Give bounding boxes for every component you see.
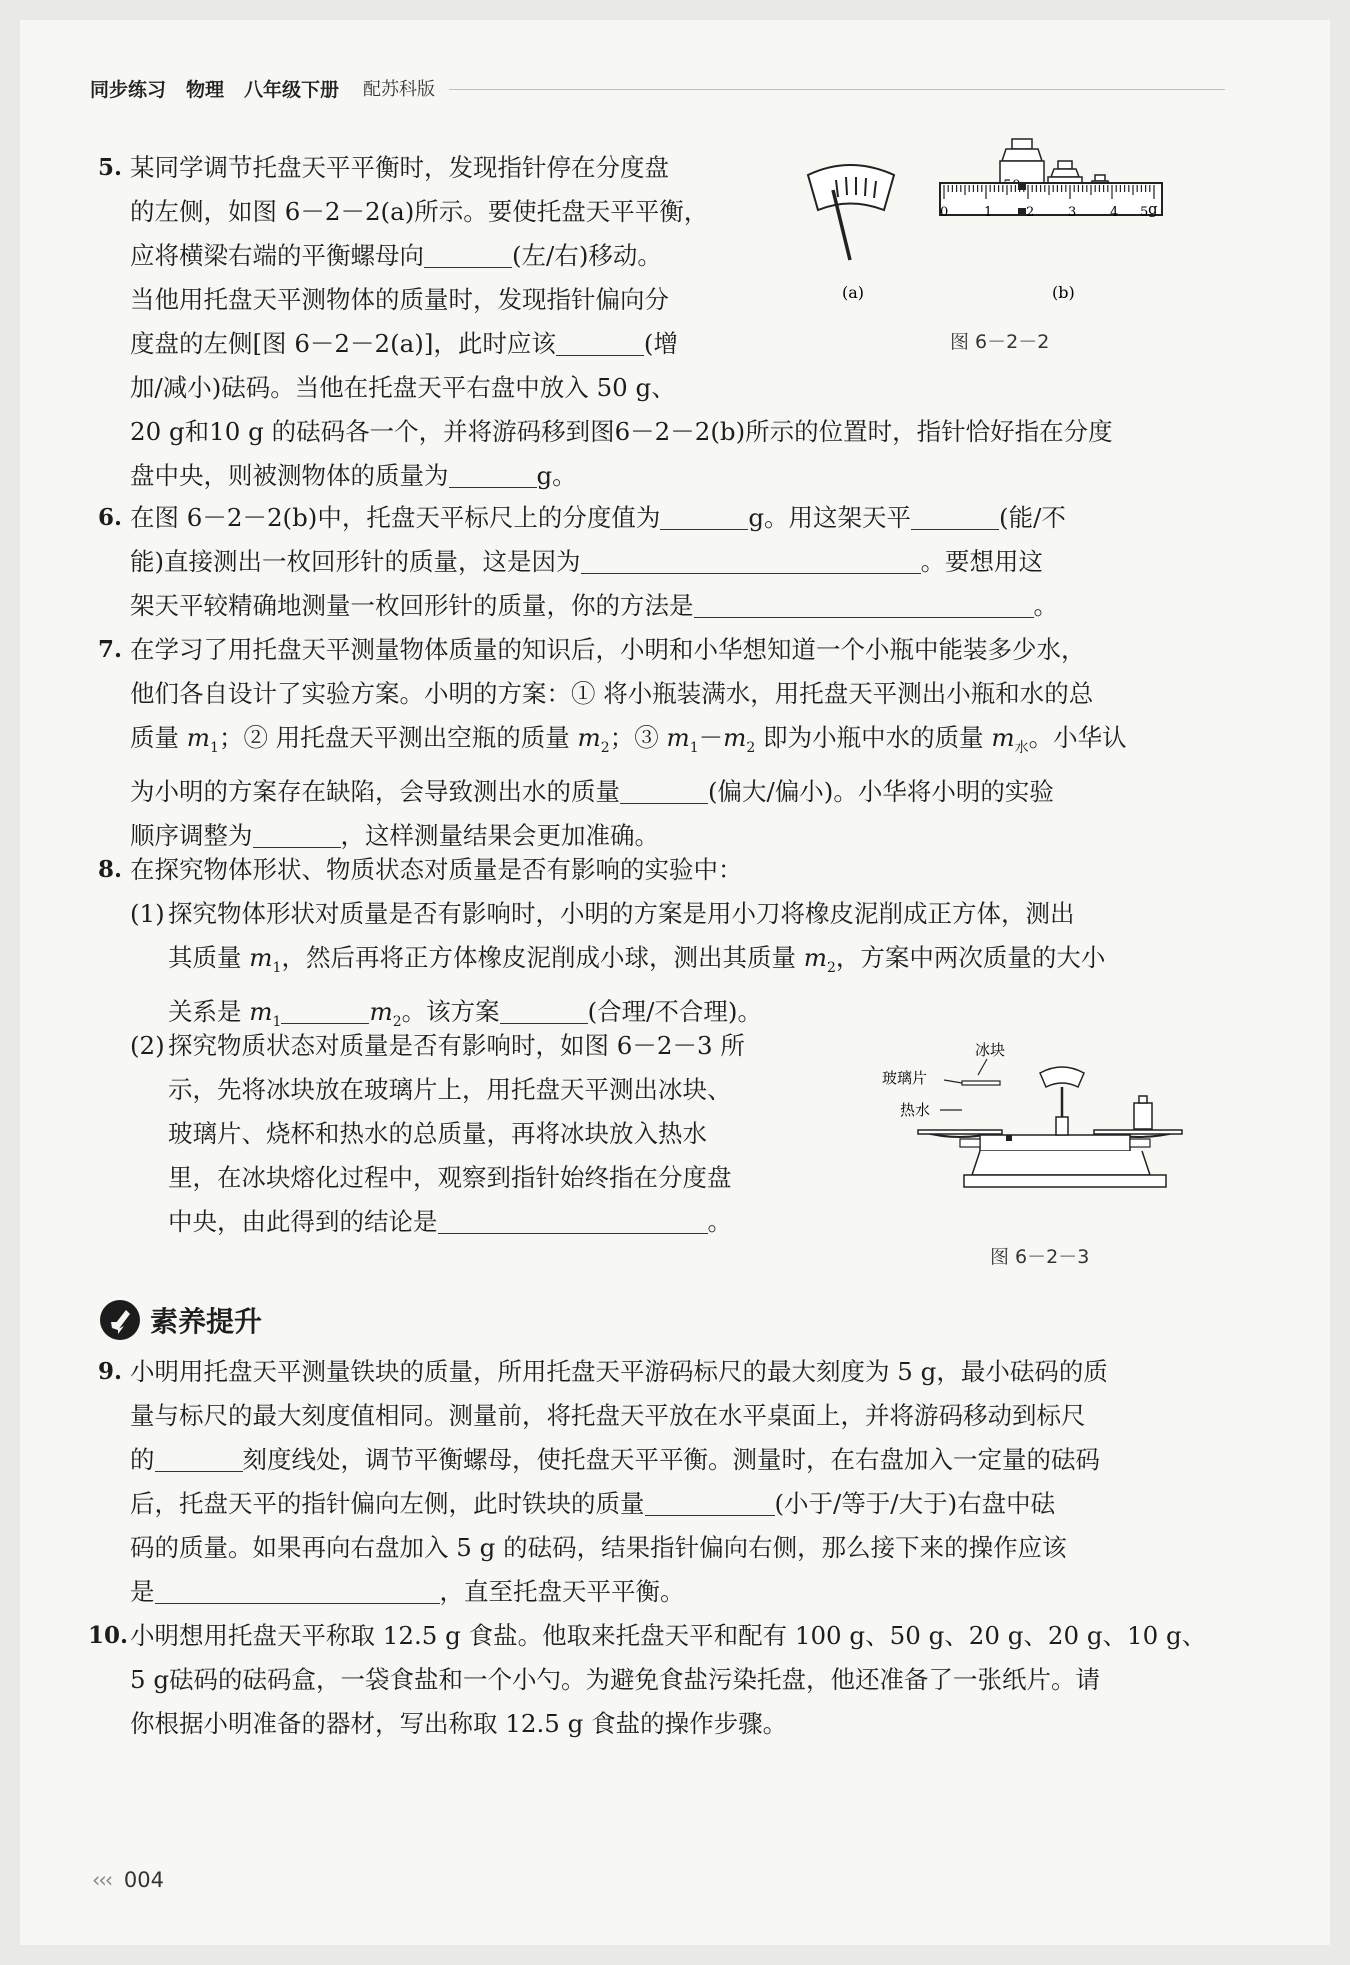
header-rule	[449, 89, 1225, 90]
q5-line	[130, 454, 1230, 498]
q10-number: 10.	[88, 1622, 129, 1649]
ruler-tick-label: 5	[1140, 205, 1149, 220]
ruler-tick-label: 2	[1026, 205, 1035, 220]
q8-part2-label: (2)	[130, 1031, 165, 1060]
subscript: 1	[689, 739, 699, 756]
rocket-icon	[100, 1300, 140, 1340]
q10-line: 小明想用托盘天平称取 12.5 g 食盐。他取来托盘天平和配有 100 g、50 g、20 g、20 g、10 g、	[130, 1621, 1207, 1650]
q5-text: (增	[643, 329, 678, 358]
q6-text: 架天平较精确地测量一枚回形针的质量，你的方法是	[130, 591, 694, 620]
q8-line: 里，在冰块熔化过程中，观察到指针始终指在分度盘	[168, 1163, 732, 1192]
answer-blank	[449, 459, 537, 488]
q9-line	[130, 1570, 1230, 1614]
label-ice: 冰块	[975, 1041, 1006, 1059]
balance-illustration	[918, 1067, 1182, 1187]
q10-line: 你根据小明准备的器材，写出称取 12.5 g 食盐的操作步骤。	[130, 1709, 788, 1738]
q6-text: 。	[1033, 591, 1058, 620]
rider-marker	[1018, 182, 1026, 190]
q7-text: 顺序调整为	[130, 820, 253, 850]
ruler-tick-label: 3	[1068, 205, 1077, 220]
rider-marker	[1018, 208, 1026, 216]
q7-text: ；② 用托盘天平测出空瓶的质量	[218, 723, 570, 752]
q7-line: 他们各自设计了实验方案。小明的方案：① 将小瓶装满水，用托盘天平测出小瓶和水的总	[130, 679, 1094, 708]
figure-b-label: (b)	[1052, 283, 1075, 302]
q7-text: ；③	[609, 723, 659, 752]
subscript: 2	[826, 959, 836, 976]
answer-blank	[660, 501, 748, 530]
answer-blank	[155, 1443, 243, 1472]
q9-text: ，直至托盘天平平衡。	[439, 1577, 685, 1606]
page-number: 004	[123, 1868, 164, 1892]
subscript: 2	[392, 1013, 402, 1030]
q9-line: 码的质量。如果再向右盘加入 5 g 的砝码，结果指针偏向右侧，那么接下来的操作应该	[130, 1533, 1067, 1562]
subscript: 2	[746, 739, 756, 756]
q5-text: 度盘的左侧[图 6－2－2(a)]，此时应该	[130, 329, 556, 358]
var-m1: m	[249, 996, 273, 1026]
q6-line	[130, 540, 1230, 584]
edition: 配苏科版	[363, 79, 436, 100]
q7-text: －	[698, 723, 724, 752]
q7-text: 质量	[130, 723, 179, 752]
q8-line: 玻璃片、烧杯和热水的总质量，再将冰块放入热水	[168, 1119, 707, 1148]
q7-line	[130, 770, 1230, 814]
answer-blank	[155, 1575, 440, 1604]
q8-text: 关系是	[168, 996, 242, 1026]
figure-6-2-3	[880, 1035, 1230, 1225]
q5-line	[130, 322, 780, 366]
q8-part1-label: (1)	[130, 899, 165, 928]
figure-6-2-2	[790, 135, 1230, 355]
q5-line: 当他用托盘天平测物体的质量时，发现指针偏向分	[130, 285, 669, 314]
chevrons-left-icon: ‹‹‹	[92, 1868, 112, 1892]
q8-part1-text	[168, 892, 1230, 1044]
q5-line: 20 g和10 g 的砝码各一个，并将游码移到图6－2－2(b)所示的位置时，指针恰好指在分度	[130, 417, 1113, 446]
q9-line: 小明用托盘天平测量铁块的质量，所用托盘天平游码标尺的最大刻度为 5 g，最小砝码的质	[130, 1357, 1108, 1386]
ruler-tick-label: 1	[984, 205, 993, 220]
q9-text: 的	[130, 1445, 155, 1474]
q5-line: 某同学调节托盘天平平衡时，发现指针停在分度盘	[130, 153, 669, 182]
label-hot-water: 热水	[900, 1101, 931, 1119]
answer-blank	[438, 1205, 708, 1234]
q9-line: 量与标尺的最大刻度值相同。测量前，将托盘天平放在水平桌面上，并将游码移动到标尺	[130, 1401, 1086, 1430]
q8-text: 。该方案	[401, 996, 500, 1026]
answer-blank	[645, 1487, 775, 1516]
q5-text: (左/右)移动。	[512, 241, 662, 270]
book-title: 同步练习	[90, 78, 167, 101]
var-m2: m	[577, 723, 601, 752]
section-title: 素养提升	[150, 1305, 263, 1338]
grade: 八年级下册	[244, 78, 340, 101]
q8-intro: 在探究物体形状、物质状态对质量是否有影响的实验中：	[130, 855, 743, 884]
q8-text: ，然后再将正方体橡皮泥削成小球，测出其质量	[281, 943, 796, 972]
answer-blank	[556, 327, 644, 356]
q6-text: 在图 6－2－2(b)中，托盘天平标尺上的分度值为	[130, 503, 661, 532]
var-m1: m	[249, 943, 273, 972]
var-m1: m	[186, 723, 211, 752]
figure-caption: 图 6－2－3	[990, 1246, 1090, 1268]
q7-number: 7.	[98, 636, 123, 663]
q7-text: 即为小瓶中水的质量	[763, 723, 984, 752]
q5-line	[130, 234, 780, 278]
subscript: 1	[272, 1013, 282, 1030]
q5-line: 的左侧，如图 6－2－2(a)所示。要使托盘天平平衡，	[130, 197, 709, 226]
glass-plate	[962, 1081, 1000, 1085]
q9-text: 刻度线处，调节平衡螺母，使托盘天平平衡。测量时，在右盘加入一定量的砝码	[242, 1445, 1100, 1474]
answer-blank	[911, 501, 999, 530]
q9-text: (小于/等于/大于)右盘中砝	[774, 1489, 1056, 1518]
q8-text: ，方案中两次质量的大小	[835, 943, 1106, 972]
q5-text-lower	[130, 410, 1230, 498]
page-header	[90, 68, 1225, 108]
page-footer	[92, 1868, 164, 1892]
q7-text	[130, 628, 1230, 858]
var-m2: m	[369, 996, 393, 1026]
q9-number: 9.	[98, 1358, 123, 1385]
label-glass: 玻璃片	[882, 1069, 928, 1087]
q6-number: 6.	[98, 504, 123, 531]
q8-text: 其质量	[168, 943, 242, 972]
q6-text: 能)直接测出一枚回形针的质量，这是因为	[130, 547, 581, 576]
answer-blank	[694, 589, 1034, 618]
ruler-illustration	[940, 183, 1162, 215]
ruler-tick-label: 0	[940, 205, 949, 220]
answer-blank	[620, 775, 708, 804]
q9-text: 后，托盘天平的指针偏向左侧，此时铁块的质量	[130, 1489, 645, 1518]
q7-text: 为小明的方案存在缺陷，会导致测出水的质量	[130, 776, 620, 806]
subscript: 1	[210, 739, 219, 756]
q7-text: 。小华认	[1028, 723, 1127, 752]
subscript: 2	[600, 739, 610, 756]
q5-text-upper	[130, 146, 780, 410]
q8-number: 8.	[98, 856, 123, 883]
section-heading	[100, 1300, 262, 1340]
q6-text: (能/不	[999, 503, 1066, 532]
var-m1: m	[666, 723, 690, 752]
q7-line	[130, 716, 1230, 770]
ruler-unit: g	[1148, 200, 1158, 218]
q6-text: 。要想用这	[920, 547, 1044, 576]
q8-line: 探究物体形状对质量是否有影响时，小明的方案是用小刀将橡皮泥削成正方体，测出	[168, 899, 1075, 928]
q5-line: 加/减小)砝码。当他在托盘天平右盘中放入 50 g、	[130, 373, 676, 402]
q7-line: 在学习了用托盘天平测量物体质量的知识后，小明和小华想知道一个小瓶中能装多少水，	[130, 635, 1086, 664]
balance-dial-illustration	[808, 165, 894, 260]
answer-blank	[500, 995, 588, 1024]
q8-line	[168, 1200, 783, 1244]
q8-line	[168, 936, 1230, 990]
q9-text: 是	[130, 1577, 155, 1606]
var-m2: m	[723, 723, 747, 752]
q5-text: 应将横梁右端的平衡螺母向	[130, 241, 424, 270]
figure-caption: 图 6－2－2	[950, 331, 1050, 353]
q8-line: 示，先将冰块放在玻璃片上，用托盘天平测出冰块、	[168, 1075, 732, 1104]
q6-text	[130, 496, 1230, 628]
q8-line: 探究物质状态对质量是否有影响时，如图 6－2－3 所	[168, 1031, 745, 1060]
subscript: 水	[1014, 739, 1029, 756]
ruler-tick-label: 4	[1110, 205, 1119, 220]
q6-line	[130, 584, 1230, 628]
var-mwater: m	[991, 723, 1015, 752]
subscript: 1	[272, 959, 282, 976]
q5-number: 5.	[98, 154, 123, 181]
q5-text: 盘中央，则被测物体的质量为	[130, 461, 449, 490]
answer-blank	[424, 239, 512, 268]
q9-line	[130, 1482, 1230, 1526]
q7-text: (偏大/偏小)。小华将小明的实验	[708, 776, 1054, 806]
answer-blank	[253, 819, 341, 848]
q8-text: 。	[707, 1207, 732, 1236]
q8-part2-text	[168, 1024, 783, 1244]
q8-text: 中央，由此得到的结论是	[168, 1207, 438, 1236]
q9-line	[130, 1438, 1230, 1482]
q5-text: g。	[536, 461, 577, 490]
q6-line	[130, 496, 1230, 540]
q6-text: g。用这架天平	[748, 503, 912, 532]
subject: 物理	[186, 78, 225, 101]
q7-text: ，这样测量结果会更加准确。	[340, 820, 659, 850]
answer-blank	[581, 545, 921, 574]
answer-blank	[281, 995, 369, 1024]
q10-line: 5 g砝码的砝码盒，一袋食盐和一个小勺。为避免食盐污染托盘，他还准备了一张纸片。请	[130, 1665, 1101, 1694]
figure-a-label: (a)	[842, 283, 865, 302]
q8-text: (合理/不合理)。	[587, 996, 762, 1026]
var-m2: m	[803, 943, 827, 972]
q10-text	[130, 1614, 1230, 1746]
q9-text	[130, 1350, 1230, 1614]
